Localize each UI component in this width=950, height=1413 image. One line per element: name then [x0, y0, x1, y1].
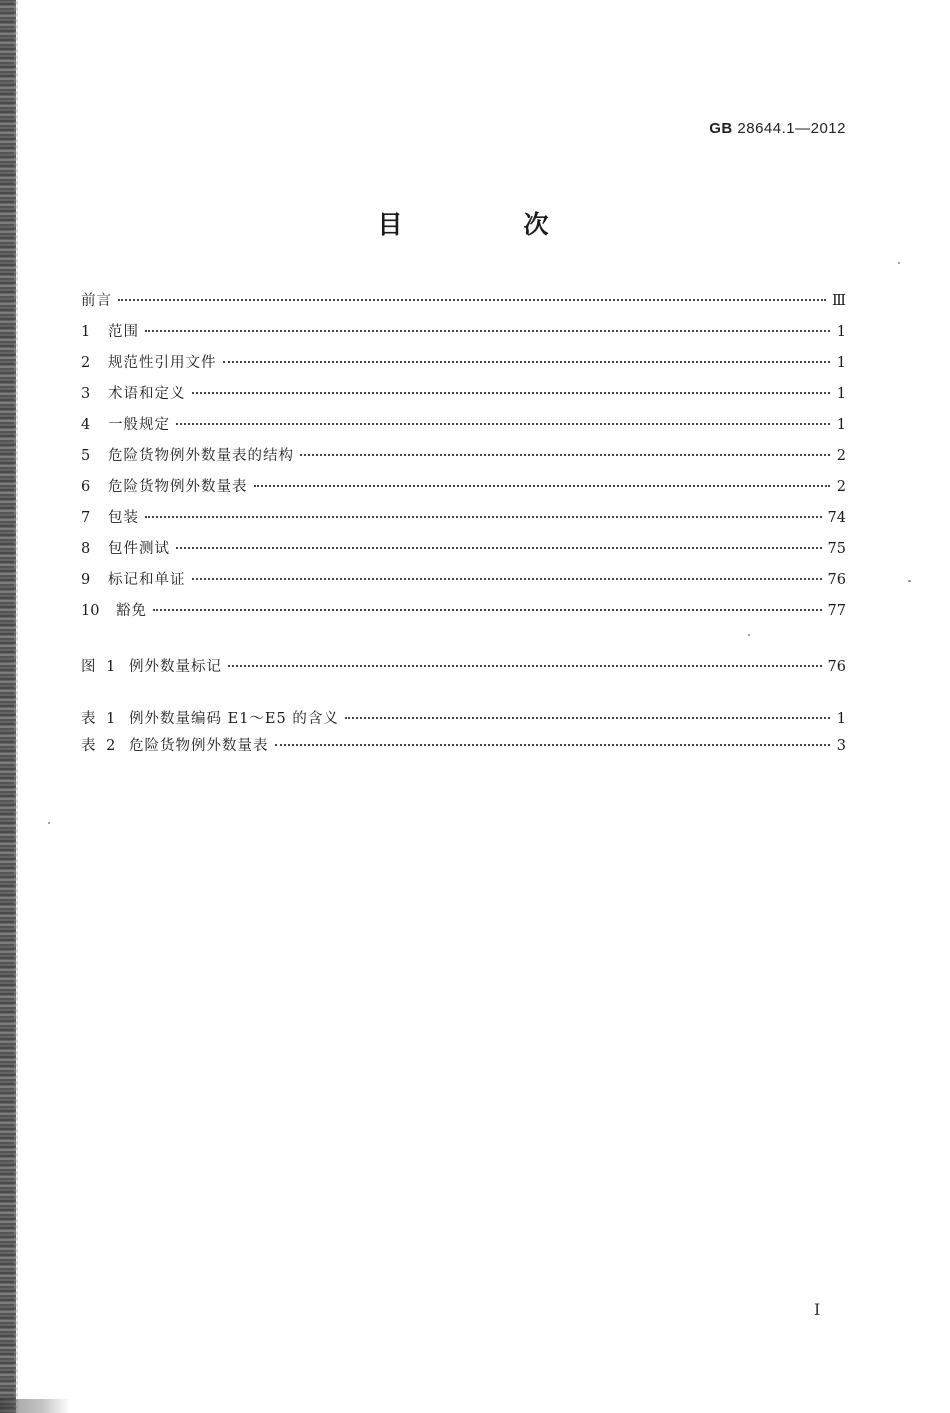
- toc-entry-section[interactable]: [81, 565, 846, 596]
- toc-entry-table[interactable]: [81, 706, 846, 733]
- toc-number: 图 1: [81, 659, 119, 675]
- toc-leader-dots: [118, 298, 826, 301]
- toc-label: 豁免: [116, 603, 147, 619]
- toc-leader-dots: [345, 716, 830, 719]
- toc-number: 8: [81, 541, 91, 557]
- toc-label: 一般规定: [108, 417, 170, 433]
- toc-leader-dots: [176, 422, 830, 425]
- standard-number: [709, 120, 846, 137]
- toc-label: 规范性引用文件: [108, 355, 217, 371]
- toc-number: 3: [81, 386, 91, 402]
- toc-label: 危险货物例外数量表的结构: [108, 448, 294, 464]
- toc-leader-dots: [145, 329, 830, 332]
- toc-entry-preface[interactable]: [81, 286, 846, 317]
- toc-leader-dots: [192, 577, 822, 580]
- toc-entry-section[interactable]: [81, 596, 846, 627]
- toc-page: Ⅲ: [832, 293, 846, 309]
- toc-label: 包件测试: [108, 541, 170, 557]
- toc-label: 危险货物例外数量表: [129, 738, 269, 754]
- toc-entry-section[interactable]: [81, 534, 846, 565]
- toc-page: 74: [827, 510, 846, 526]
- toc-entry-section[interactable]: [81, 348, 846, 379]
- toc-number: 6: [81, 479, 91, 495]
- scan-speck: [908, 580, 911, 582]
- toc-page: 1: [836, 417, 846, 433]
- scan-speck: [48, 822, 50, 824]
- page-title: 目 次: [377, 210, 597, 239]
- toc-label: 术语和定义: [108, 386, 186, 402]
- toc-leader-dots: [192, 391, 831, 394]
- toc-page: 2: [836, 448, 846, 464]
- toc-leader-dots: [153, 608, 822, 611]
- toc-page: 3: [836, 738, 846, 754]
- toc-entry-section[interactable]: [81, 317, 846, 348]
- toc-number: 表 1: [81, 711, 119, 727]
- toc-label: 例外数量编码 E1～E5 的含义: [129, 711, 339, 727]
- toc-page: 76: [827, 572, 846, 588]
- standard-code: 28644.1—2012: [737, 120, 846, 137]
- toc-tables: [81, 706, 846, 760]
- toc-page: 1: [836, 386, 846, 402]
- toc-page: 77: [827, 603, 846, 619]
- toc-page: 76: [827, 659, 846, 675]
- scan-corner-mark: [0, 1399, 70, 1413]
- toc-entry-section[interactable]: [81, 472, 846, 503]
- toc-label: 前言: [81, 293, 112, 309]
- toc-leader-dots: [223, 360, 831, 363]
- toc-label: 包装: [108, 510, 139, 526]
- toc-leader-dots: [145, 515, 822, 518]
- toc-label: 例外数量标记: [129, 659, 222, 675]
- toc-entry-figure[interactable]: [81, 652, 846, 683]
- toc-label: 危险货物例外数量表: [108, 479, 248, 495]
- toc-leader-dots: [275, 743, 831, 746]
- toc-number: 2: [81, 355, 91, 371]
- toc-page: 1: [836, 324, 846, 340]
- toc-number: 1: [81, 324, 91, 340]
- toc-number: 10: [81, 603, 100, 619]
- standard-prefix: GB: [709, 120, 733, 137]
- scan-speck: [748, 634, 750, 636]
- toc-sections: [81, 286, 846, 627]
- toc-entry-section[interactable]: [81, 503, 846, 534]
- toc-leader-dots: [176, 546, 822, 549]
- toc-figures: [81, 652, 846, 683]
- toc-label: 范围: [108, 324, 139, 340]
- toc-number: 7: [81, 510, 91, 526]
- toc-page: 1: [836, 711, 846, 727]
- toc-page: 2: [836, 479, 846, 495]
- toc-page: 1: [836, 355, 846, 371]
- scan-speck: [898, 262, 900, 264]
- toc-number: 表 2: [81, 738, 119, 754]
- toc-entry-section[interactable]: [81, 410, 846, 441]
- toc-leader-dots: [228, 664, 822, 667]
- toc-entry-section[interactable]: [81, 379, 846, 410]
- toc-number: 4: [81, 417, 91, 433]
- toc-number: 9: [81, 572, 91, 588]
- toc-page: 75: [827, 541, 846, 557]
- toc-leader-dots: [300, 453, 830, 456]
- toc-entry-section[interactable]: [81, 441, 846, 472]
- toc-number: 5: [81, 448, 91, 464]
- toc-leader-dots: [254, 484, 831, 487]
- toc-label: 标记和单证: [108, 572, 186, 588]
- page-number: I: [814, 1300, 821, 1319]
- toc-entry-table[interactable]: [81, 733, 846, 760]
